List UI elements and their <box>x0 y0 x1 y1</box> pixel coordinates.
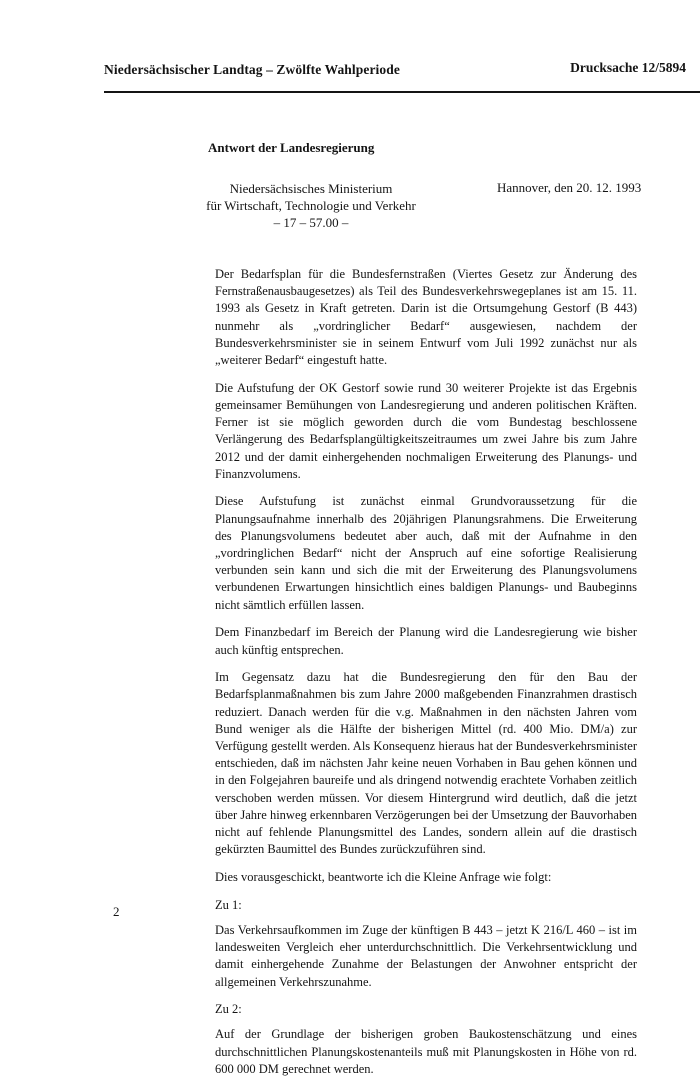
answer-label: Zu 1: <box>215 897 242 912</box>
page-number: 2 <box>113 904 120 919</box>
ministry-line-1: Niedersächsisches Ministerium <box>229 181 393 196</box>
body-text <box>215 266 637 1089</box>
answer-label: Zu 2: <box>215 1002 242 1017</box>
document-title: Antwort der Landesregierung <box>208 140 375 155</box>
paragraph: Der Bedarfsplan für die Bundesfernstraßen (Viertes Gesetz zur Änderung des Fernstraßenausbaugesetzes) als Teil des Bundesverkehrswegeplanes ist am 15. 11. 1993 als Gesetz in Kraft getreten. Darin ist die Ortsumgehung Gestorf (B 443) nunmehr als „vordringlicher Bedarf“ ausgewiesen, nachdem der Bundesverkehrsminister sie in seinem Entwurf vom Juli 1992 zunächst nur als „weiterer Bedarf“ eingestuft hatte. <box>215 267 637 368</box>
ministry-block <box>196 180 426 231</box>
place-date: Hannover, den 20. 12. 1993 <box>497 180 642 195</box>
header-title: Niedersächsischer Landtag – Zwölfte Wahlperiode <box>104 62 400 77</box>
answer-text: Das Verkehrsaufkommen im Zuge der künftigen B 443 – jetzt K 216/L 460 – ist im landesweiten Vergleich eher unterdurchschnittlich. Die Verkehrsentwicklung und damit einhergehende Zunahme der Belastungen der Anwohner entspricht der allgemeinen Verkehrszunahme. <box>215 922 637 989</box>
answer-text: Auf der Grundlage der bisherigen groben Baukostenschätzung und eines durchschnittlichen Planungskostenanteils muß mit Planungskosten in Höhe von rd. 600 000 DM gerechnet werden. <box>215 1027 637 1076</box>
document-number: Drucksache 12/5894 <box>570 60 686 75</box>
paragraph: Dies vorausgeschickt, beantworte ich die Kleine Anfrage wie folgt: <box>215 870 552 884</box>
paragraph: Diese Aufstufung ist zunächst einmal Grundvoraussetzung für die Planungsaufnahme innerhalb des 20jährigen Planungsrahmens. Die Erweiterung des Planungsvolumens bedeutet aber auch, daß mit der Aufnahme in den „vordringlichen Bedarf“ nicht der Anspruch auf eine sofortige Realisierung verbunden sein kann und sich die mit der Erweiterung des Planungsvolumens verbundenen Erwartungen hinsichtlich eines baldigen Planungs- und Baubeginns nicht sämtlich erfüllen lassen. <box>215 494 637 612</box>
paragraph: Dem Finanzbedarf im Bereich der Planung wird die Landesregierung wie bisher auch künftig entsprechen. <box>215 625 637 657</box>
paragraph: Die Aufstufung der OK Gestorf sowie rund 30 weiterer Projekte ist das Ergebnis gemeinsamer Bemühungen von Landesregierung und anderen politischen Kräften. Ferner ist sie möglich geworden durch die vom Bundestag beschlossene Verlängerung des Bedarfsplangültigkeitszeitraumes um zwei Jahre bis zum Jahre 2012 und der damit einhergehenden nochmaligen Erweiterung des Planungs- und Finanzvolumens. <box>215 380 637 481</box>
ministry-line-2: für Wirtschaft, Technologie und Verkehr <box>206 198 416 213</box>
header-rule <box>104 91 700 93</box>
paragraph: Im Gegensatz dazu hat die Bundesregierung den für den Bau der Bedarfsplanmaßnahmen bis zum Jahre 2000 maßgebenden Finanzrahmen drastisch reduziert. Danach werden für die v.g. Maßnahmen in den nächsten Jahren vom Bund weniger als die Hälfte der bisherigen Mittel (rd. 400 Mio. DM/a) zur Verfügung gestellt werden. Als Konsequenz hieraus hat der Bundesverkehrsminister entschieden, daß im nächsten Jahr keine neuen Vorhaben in Bau gehen können und in den Folgejahren baureife und als dringend notwendig erachtete Vorhaben zeitlich verschoben werden müssen. Vor diesem Hintergrund wird deutlich, daß die jetzt über Jahre hinweg erkennbaren Verzögerungen bei der Umsetzung der Bauvorhaben nicht auf fehlende Planungsmittel des Landes, sondern allein auf die drastisch gekürzten Baumittel des Bundes zurückzuführen sind. <box>215 670 637 857</box>
ministry-reference: – 17 – 57.00 – <box>273 215 349 230</box>
